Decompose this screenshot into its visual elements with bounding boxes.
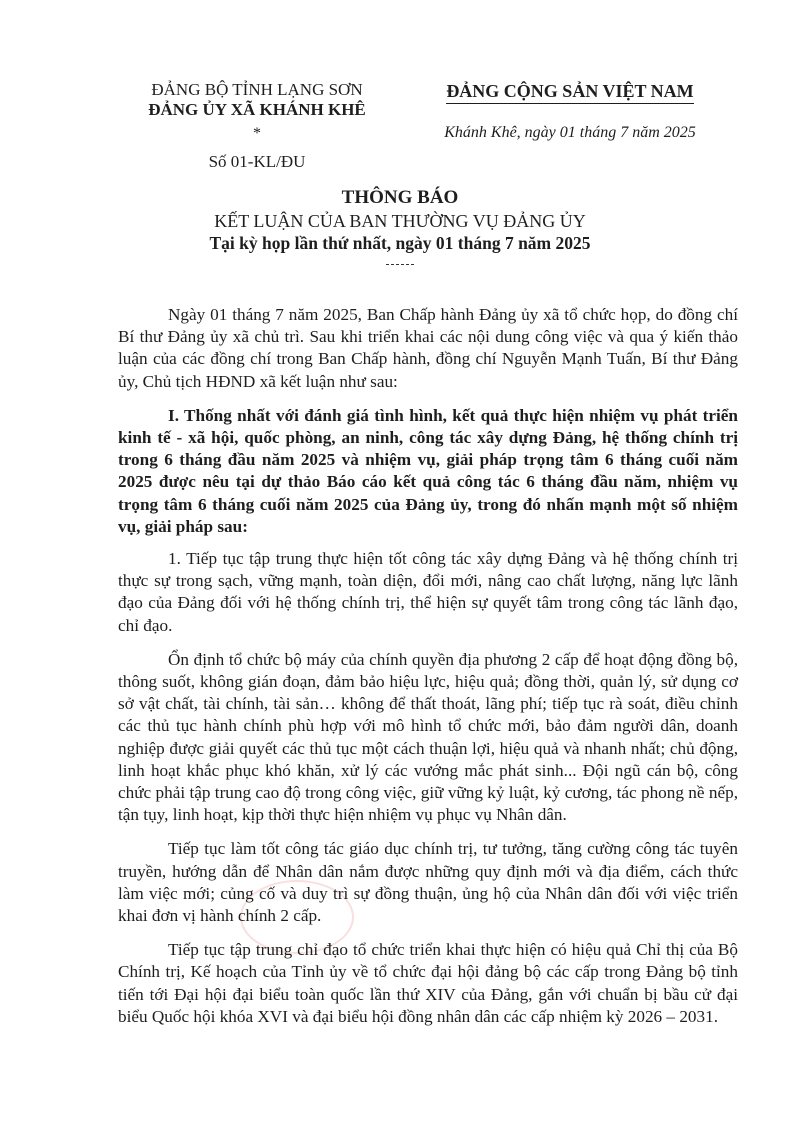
party-name: ĐẢNG CỘNG SẢN VIỆT NAM (446, 80, 693, 104)
place-date: Khánh Khê, ngày 01 tháng 7 năm 2025 (444, 124, 696, 141)
party-block (410, 80, 730, 142)
item-1-paragraph: 1. Tiếp tục tập trung thực hiện tốt công tác xây dựng Đảng và hệ thống chính trị thực sự trong sạch, vững mạnh, toàn diện, đổi mới, nâng cao chất lượng, năng lực lãnh đạo của Đảng đối với hệ thống chính trị, thể hiện sự quyết tâm trong công tác lãnh đạo, chỉ đạo. (118, 549, 738, 635)
title-separator (386, 264, 414, 265)
star-mark: * (253, 125, 261, 142)
paragraph-2: Ổn định tổ chức bộ máy của chính quyền địa phương 2 cấp để hoạt động đồng bộ, thông suốt, không gián đoạn, đảm bảo hiệu lực, hiệu quả; đồng thời, quản lý, sử dụng cơ sở vật chất, tài chính, tài sản… không để thất thoát, lãng phí; tiếp tục rà soát, điều chỉnh các thủ tục hành chính phù hợp với mô hình tổ chức mới, bảo đảm người dân, doanh nghiệp được giải quyết các thủ tục một cách thuận lợi, hiệu quả và nhanh nhất; chủ động, linh hoạt khắc phục khó khăn, xử lý các vướng mắc phát sinh... Đội ngũ cán bộ, công chức phải tập trung cao độ trong công việc, giữ vững kỷ luật, kỷ cương, tác phong nề nếp, tận tụy, linh hoạt, kịp thời thực hiện nhiệm vụ phục vụ Nhân dân. (118, 649, 738, 825)
paragraph-3: Tiếp tục làm tốt công tác giáo dục chính trị, tư tưởng, tăng cường công tác tuyên truyền, hướng dẫn để Nhân dân nắm được những quy định mới và địa điểm, cách thức làm việc mới; củng cố và duy trì sự đồng thuận, ủng hộ của Nhân dân đối với việc triển khai đơn vị hành chính 2 cấp. (118, 839, 738, 926)
intro-paragraph: Ngày 01 tháng 7 năm 2025, Ban Chấp hành Đảng ủy xã tổ chức họp, do đồng chí Bí thư Đảng ủy xã chủ trì. Sau khi triển khai các nội dung công việc và qua ý kiến thảo luận của các đồng chí trong Ban Chấp hành, đồng chí Nguyễn Mạnh Tuấn, Bí thư Đảng ủy, Chủ tịch HĐND xã kết luận như sau: (118, 305, 738, 391)
section-1-heading: I. Thống nhất với đánh giá tình hình, kết quả thực hiện nhiệm vụ phát triển kinh tế - xã hội, quốc phòng, an ninh, công tác xây dựng Đảng, hệ thống chính trị trong 6 tháng đầu năm 2025 và nhiệm vụ, giải pháp trọng tâm 6 tháng cuối năm 2025 được nêu tại dự thảo Báo cáo kết quả công tác 6 tháng đầu năm, nhiệm vụ trọng tâm 6 tháng cuối năm 2025 của Đảng ủy, trong đó nhấn mạnh một số nhiệm vụ, giải pháp sau: (118, 405, 738, 536)
issuer-block (118, 80, 396, 172)
issuing-organization: ĐẢNG ỦY XÃ KHÁNH KHÊ (148, 100, 366, 119)
document-number: Số 01-KL/ĐU (208, 152, 306, 171)
document-subject: KẾT LUẬN CỦA BAN THƯỜNG VỤ ĐẢNG ỦY (214, 211, 586, 231)
paragraph-4: Tiếp tục tập trung chỉ đạo tổ chức triển khai thực hiện có hiệu quả Chỉ thị của Bộ Chính trị, Kế hoạch của Tỉnh ủy về tổ chức đại hội đảng bộ các cấp trong Đảng bộ tỉnh tiến tới Đại hội đại biểu toàn quốc lần thứ XIV của Đảng, gắn với chuẩn bị bầu cử đại biểu Quốc hội khóa XVI và đại biểu hội đồng nhân dân các cấp nhiệm kỳ 2026 – 2031. (118, 940, 738, 1026)
parent-organization: ĐẢNG BỘ TỈNH LẠNG SƠN (151, 80, 363, 99)
title-block (60, 186, 740, 265)
document-type: THÔNG BÁO (341, 187, 459, 208)
document-body (118, 304, 738, 1040)
session-line: Tại kỳ họp lần thứ nhất, ngày 01 tháng 7 năm 2025 (209, 233, 591, 253)
